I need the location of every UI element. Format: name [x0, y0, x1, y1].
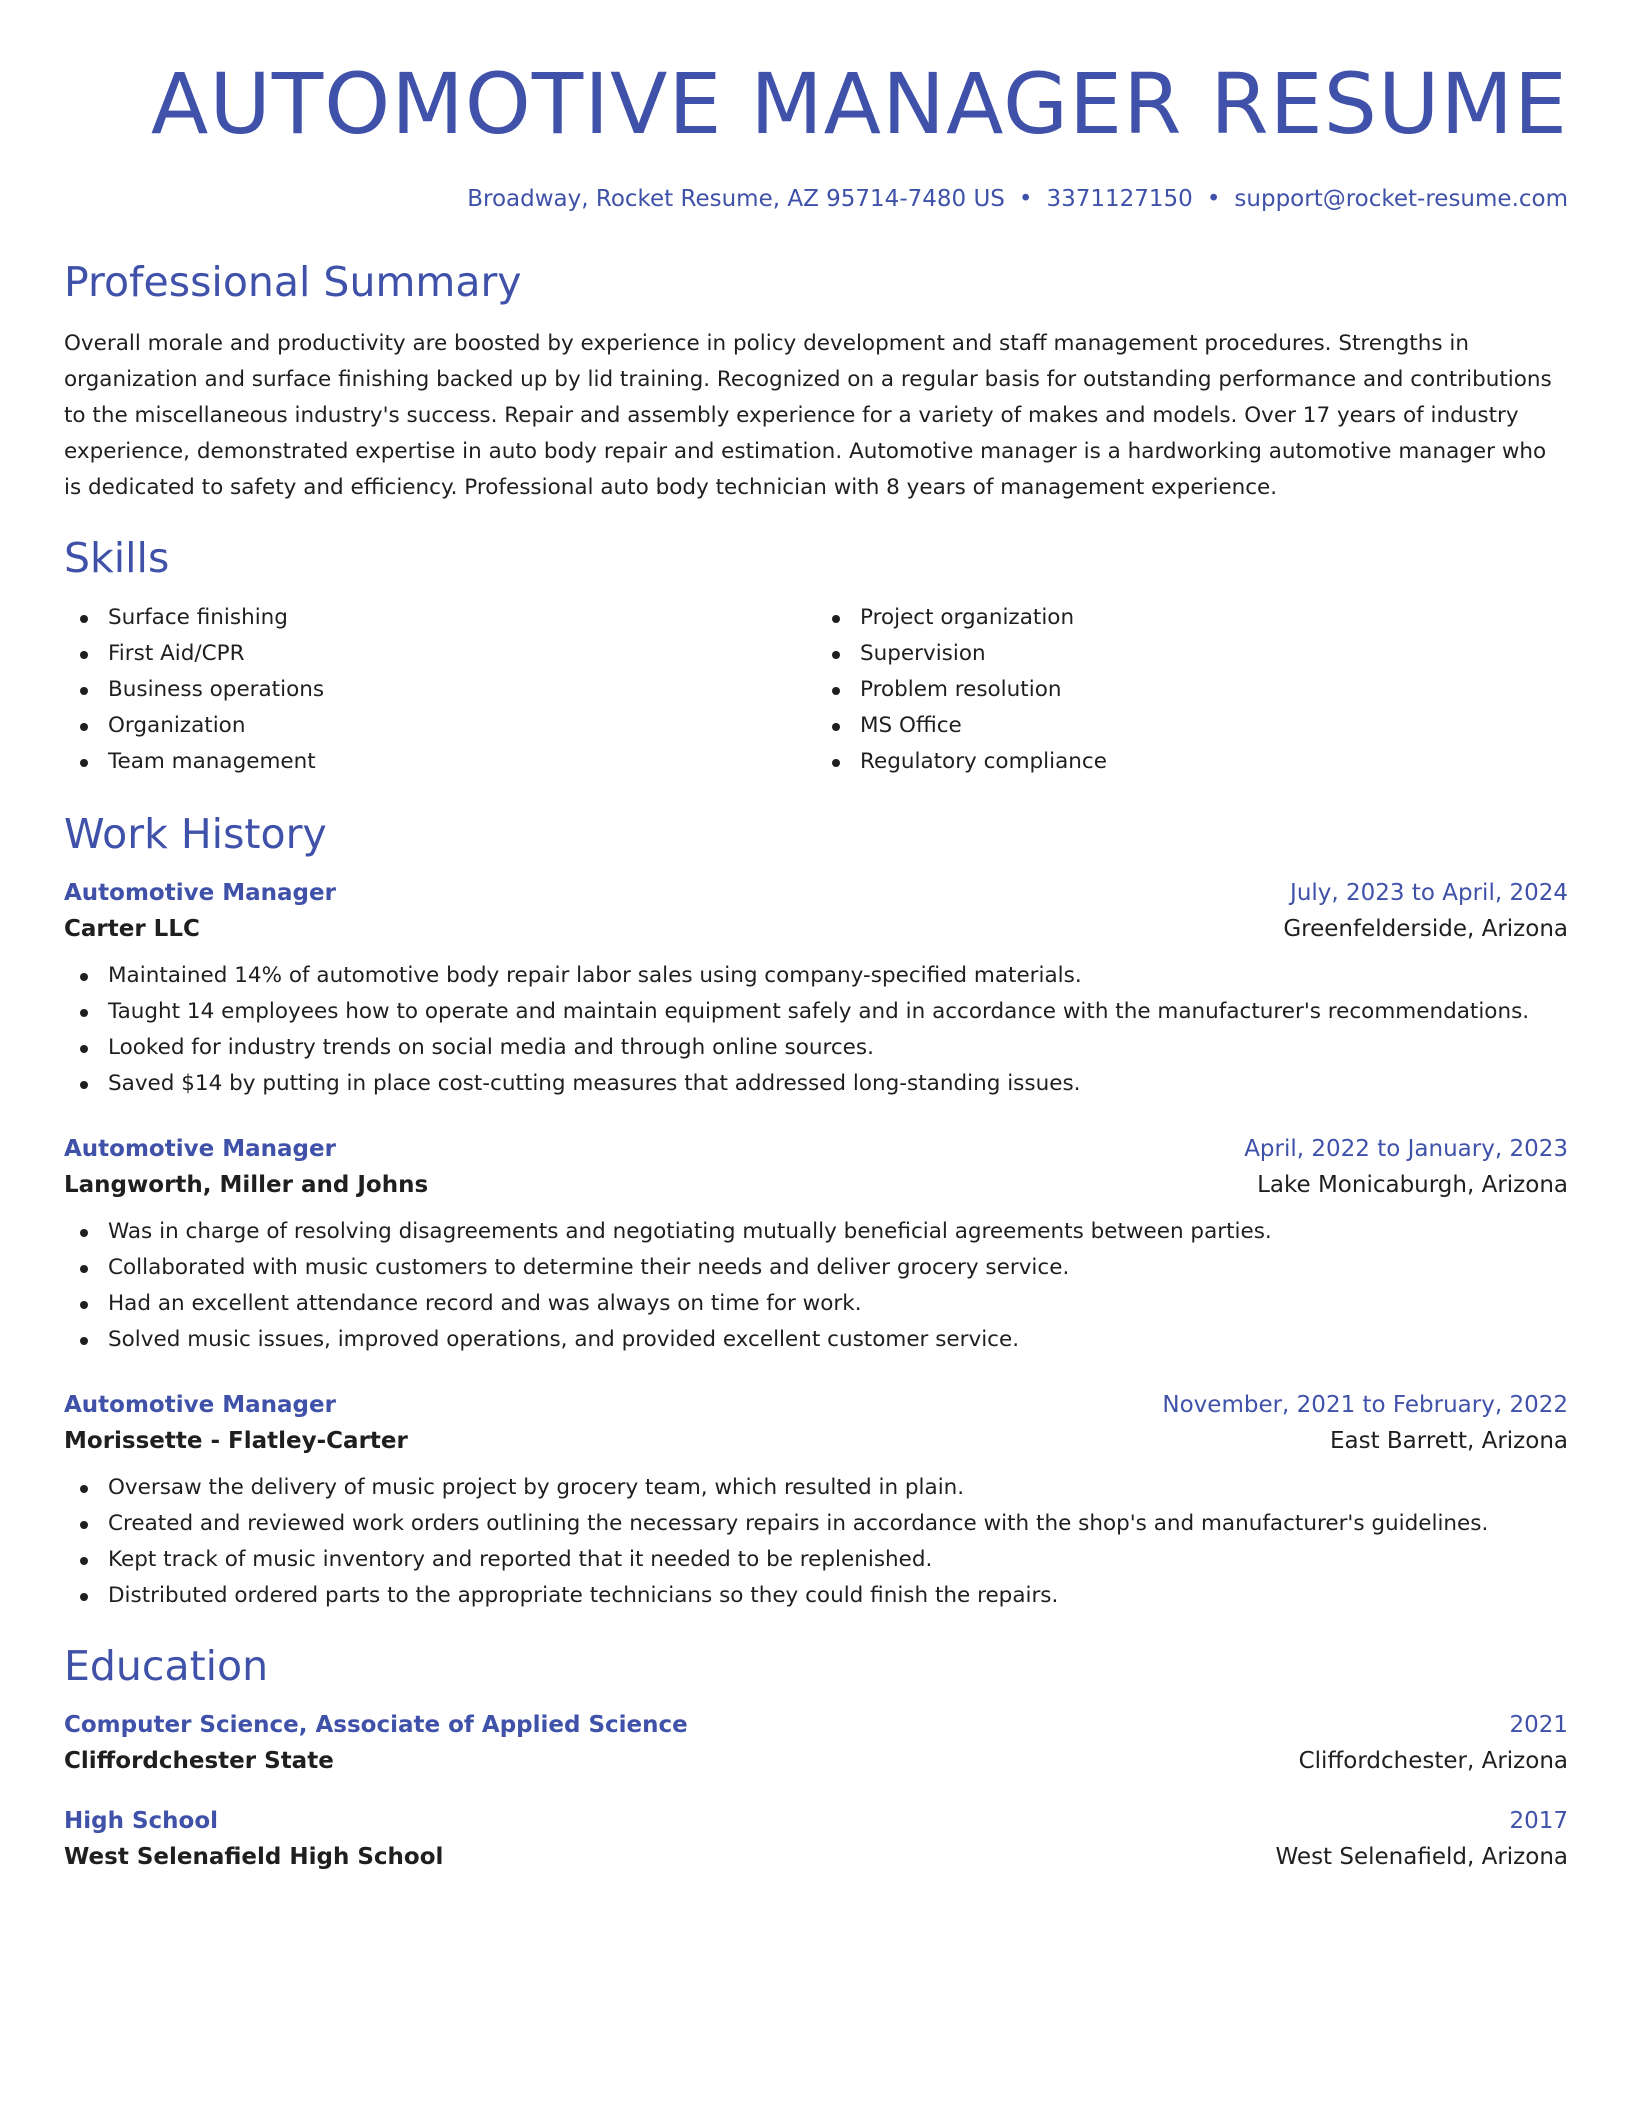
education-school: West Selenafield High School	[64, 1844, 444, 1870]
work-history-heading: Work History	[64, 810, 327, 858]
job-company: Langworth, Miller and Johns	[64, 1172, 429, 1198]
skill-item: First Aid/CPR	[108, 636, 816, 672]
job-bullet: Saved $14 by putting in place cost-cutting measures that addressed long-standing issues.	[108, 1066, 1568, 1102]
education-year: 2021	[1509, 1712, 1568, 1738]
education-school-row	[64, 1844, 1568, 1870]
skill-item: Business operations	[108, 672, 816, 708]
job-bullet: Kept track of music inventory and reported that it needed to be replenished.	[108, 1542, 1568, 1578]
skill-item: Organization	[108, 708, 816, 744]
job-dates: April, 2022 to January, 2023	[1244, 1136, 1568, 1162]
job-bullet: Maintained 14% of automotive body repair labor sales using company-specified materials.	[108, 958, 1568, 994]
summary-text: Overall morale and productivity are boosted by experience in policy development and staff management procedures. Strengths in organization and surface finishing backed up by lid training. Recognized on a regular basis for outstanding performance and contributions to the miscellaneous industry's success. Repair and assembly experience for a variety of makes and models. Over 17 years of industry experience, demonstrated expertise in auto body repair and estimation. Automotive manager is a hardworking automotive manager who is dedicated to safety and efficiency. Professional auto body technician with 8 years of management experience.	[64, 331, 1552, 500]
job-bullet: Created and reviewed work orders outlining the necessary repairs in accordance with the shop's and manufacturer's guidelines.	[108, 1506, 1568, 1542]
job-bullet: Looked for industry trends on social media and through online sources.	[108, 1030, 1568, 1066]
job-location: Lake Monicaburgh, Arizona	[1257, 1172, 1568, 1198]
job-role: Automotive Manager	[64, 880, 336, 906]
education-heading: Education	[64, 1642, 269, 1690]
job-role: Automotive Manager	[64, 1136, 336, 1162]
education-degree: Computer Science, Associate of Applied Science	[64, 1712, 688, 1738]
job-bullets	[64, 1470, 1568, 1614]
job-entry	[64, 1136, 1568, 1358]
education-year: 2017	[1509, 1808, 1568, 1834]
skill-item: Team management	[108, 744, 816, 780]
job-header-row	[64, 1392, 1568, 1418]
job-bullets	[64, 958, 1568, 1102]
resume-title: AUTOMOTIVE MANAGER RESUME	[150, 55, 1568, 153]
job-company-row	[64, 1172, 1568, 1198]
job-role: Automotive Manager	[64, 1392, 336, 1418]
job-bullet: Taught 14 employees how to operate and maintain equipment safely and in accordance with the manufacturer's recommendations.	[108, 994, 1568, 1030]
skill-item: Project organization	[860, 600, 1568, 636]
skills-heading: Skills	[64, 534, 170, 582]
education-location: Cliffordchester, Arizona	[1298, 1748, 1568, 1774]
job-header-row	[64, 1136, 1568, 1162]
job-bullet: Oversaw the delivery of music project by grocery team, which resulted in plain.	[108, 1470, 1568, 1506]
contact-address: Broadway, Rocket Resume, AZ 95714-7480 US	[467, 186, 1005, 212]
skills-column-left	[64, 600, 816, 780]
job-bullet: Collaborated with music customers to determine their needs and deliver grocery service.	[108, 1250, 1568, 1286]
job-location: Greenfelderside, Arizona	[1283, 916, 1568, 942]
job-dates: November, 2021 to February, 2022	[1162, 1392, 1568, 1418]
education-degree: High School	[64, 1808, 219, 1834]
job-company: Morissette - Flatley-Carter	[64, 1428, 408, 1454]
contact-separator: •	[1018, 186, 1033, 212]
education-header-row	[64, 1808, 1568, 1834]
job-company-row	[64, 1428, 1568, 1454]
education-location: West Selenafield, Arizona	[1275, 1844, 1568, 1870]
job-bullet: Had an excellent attendance record and was always on time for work.	[108, 1286, 1568, 1322]
job-company-row	[64, 916, 1568, 942]
skill-item: Problem resolution	[860, 672, 1568, 708]
skill-item: Regulatory compliance	[860, 744, 1568, 780]
education-entry	[64, 1712, 1568, 1774]
skills-column-right	[816, 600, 1568, 780]
skill-item: Surface finishing	[108, 600, 816, 636]
contact-line	[64, 186, 1568, 212]
job-bullet: Was in charge of resolving disagreements and negotiating mutually beneficial agreements between parties.	[108, 1214, 1568, 1250]
job-entry	[64, 1392, 1568, 1614]
job-location: East Barrett, Arizona	[1329, 1428, 1568, 1454]
job-bullet: Distributed ordered parts to the appropriate technicians so they could finish the repairs.	[108, 1578, 1568, 1614]
job-header-row	[64, 880, 1568, 906]
education-school-row	[64, 1748, 1568, 1774]
contact-phone: 3371127150	[1046, 186, 1193, 212]
job-bullets	[64, 1214, 1568, 1358]
skill-item: MS Office	[860, 708, 1568, 744]
education-header-row	[64, 1712, 1568, 1738]
education-school: Cliffordchester State	[64, 1748, 334, 1774]
skills-grid	[64, 600, 1568, 780]
contact-email: support@rocket-resume.com	[1234, 186, 1568, 212]
job-company: Carter LLC	[64, 916, 200, 942]
education-entry	[64, 1808, 1568, 1870]
job-bullet: Solved music issues, improved operations, and provided excellent customer service.	[108, 1322, 1568, 1358]
job-dates: July, 2023 to April, 2024	[1290, 880, 1568, 906]
skill-item: Supervision	[860, 636, 1568, 672]
job-entry	[64, 880, 1568, 1102]
summary-heading: Professional Summary	[64, 258, 522, 306]
contact-separator: •	[1206, 186, 1221, 212]
